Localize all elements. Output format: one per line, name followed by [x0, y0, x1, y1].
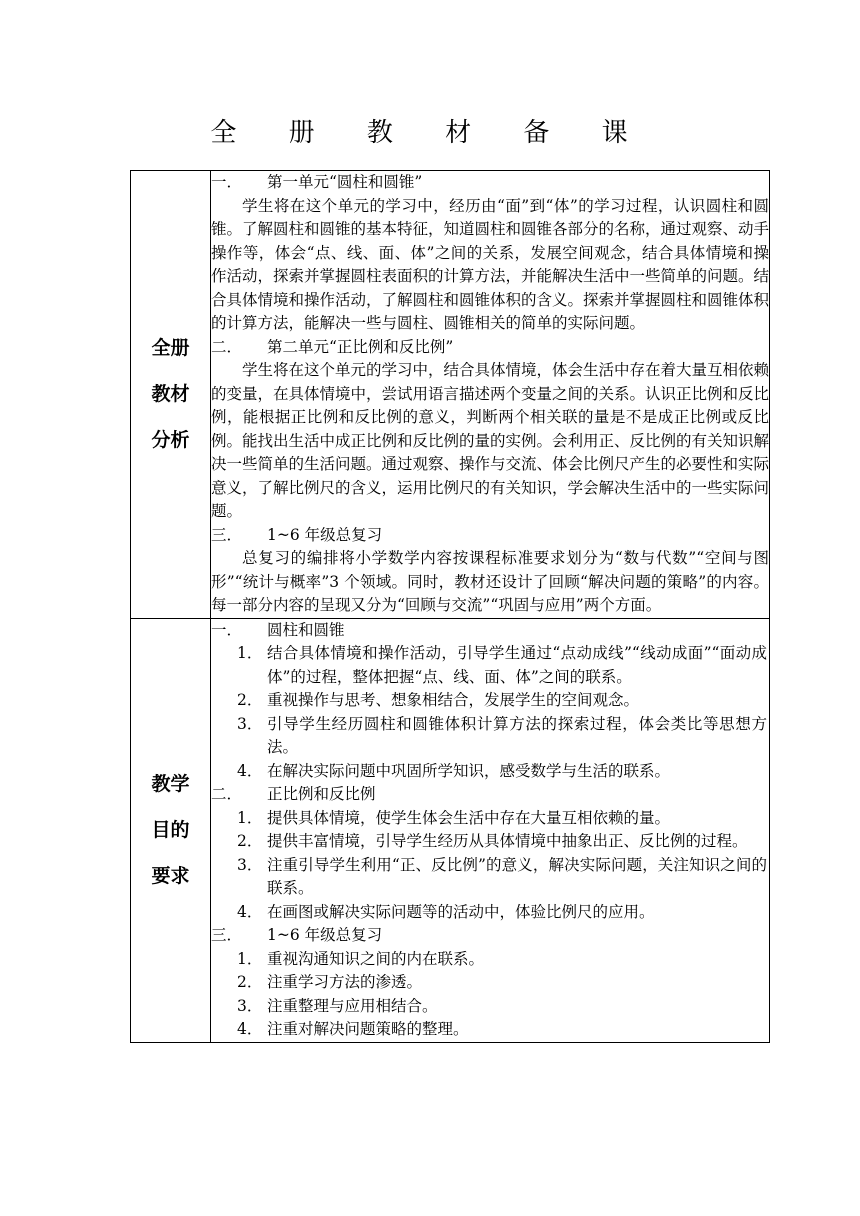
- goal-list: [211, 642, 769, 783]
- row-label-goals: [131, 618, 211, 1042]
- list-item: 4． 在解决实际问题中巩固所学知识，感受数学与生活的联系。: [237, 761, 671, 780]
- section-heading: 二． 第二单元“正比例和反比例”: [211, 337, 454, 356]
- label-line: 教材: [151, 383, 190, 406]
- list-item: 3． 注重引导学生利用“正、反比例”的意义，解决实际问题，关注知识之间的联系。: [237, 855, 767, 897]
- label-line: 教学: [151, 773, 190, 795]
- section-heading: 一． 第一单元“圆柱和圆锥”: [211, 173, 423, 191]
- goal-list: [211, 807, 769, 925]
- section-heading: 一． 圆柱和圆锥: [211, 620, 345, 639]
- label-line: 要求: [151, 865, 190, 887]
- list-item: 4． 注重对解决问题策略的整理。: [237, 1020, 469, 1038]
- table-row-analysis: [131, 171, 770, 619]
- table-row-goals: [131, 618, 770, 1042]
- section-heading: 三． 1~6 年级总复习: [211, 525, 383, 544]
- section-paragraph: 总复习的编排将小学数学内容按课程标准要求划分为“数与代数”“空间与图形”“统计与概率”3 个领域。同时，教材还设计了回顾“解决问题的策略”的内容。每一部分内容的呈现又分为“回顾与交流”“巩固与应用”两个方面。: [211, 549, 769, 614]
- list-item: 3． 引导学生经历圆柱和圆锥体积计算方法的探索过程，体会类比等思想方法。: [237, 714, 767, 756]
- section-heading: 二． 正比例和反比例: [211, 785, 376, 803]
- list-item: 1． 重视沟通知识之间的内在联系。: [237, 949, 485, 968]
- goals-content: [211, 618, 770, 1042]
- list-item: 2． 提供丰富情境，引导学生经历从具体情境中抽象出正、反比例的过程。: [237, 832, 748, 850]
- label-line: 分析: [151, 429, 190, 452]
- section-paragraph: 学生将在这个单元的学习中，结合具体情境，体会生活中存在着大量互相依赖的变量，在具体情境中，尝试用语言描述两个变量之间的关系。认识正比例和反比例，能根据正比例和反比例的意义，判断两个相关联的量是不是成正比例或反比例。能找出生活中成正比例和反比例的量的实例。会利用正、反比例的有关知识解决一些简单的生活问题。通过观察、操作与交流、体会比例尺产生的必要性和实际意义，了解比例尺的含义，运用比例尺的有关知识，学会解决生活中的一些实际问题。: [211, 361, 770, 520]
- list-item: 2． 注重学习方法的渗透。: [237, 973, 423, 991]
- list-item: 2． 重视操作与思考、想象相结合，发展学生的空间观念。: [237, 691, 640, 709]
- label-line: 目的: [151, 819, 190, 841]
- lesson-plan-table: [130, 170, 770, 1043]
- section-heading: 三． 1~6 年级总复习: [211, 926, 383, 944]
- goal-list: [211, 948, 769, 1042]
- label-line: 全册: [151, 337, 190, 360]
- page-title: 全 册 教 材 备 课: [210, 118, 650, 148]
- row-label-analysis: [131, 171, 211, 619]
- list-item: 3． 注重整理与应用相结合。: [237, 996, 438, 1015]
- list-item: 4． 在画图或解决实际问题等的活动中，体验比例尺的应用。: [237, 902, 655, 921]
- list-item: 1． 提供具体情境，使学生体会生活中存在大量互相依赖的量。: [237, 808, 671, 827]
- section-paragraph: 学生将在这个单元的学习中，经历由“面”到“体”的学习过程，认识圆柱和圆锥。了解圆柱和圆锥的基本特征，知道圆柱和圆锥各部分的名称，通过观察、动手操作等，体会“点、线、面、体”之间的关系，发展空间观念，结合具体情境和操作活动，探索并掌握圆柱表面积的计算方法，并能解决生活中一些简单的问题。结合具体情境和操作活动，了解圆柱和圆锥体积的含义。探索并掌握圆柱和圆锥体积的计算方法，能解决一些与圆柱、圆锥相关的简单的实际问题。: [211, 196, 770, 332]
- list-item: 1． 结合具体情境和操作活动，引导学生通过“点动成线”“线动成面”“面动成体”的过程，整体把握“点、线、面、体”之间的联系。: [237, 644, 767, 686]
- analysis-content: [211, 171, 770, 619]
